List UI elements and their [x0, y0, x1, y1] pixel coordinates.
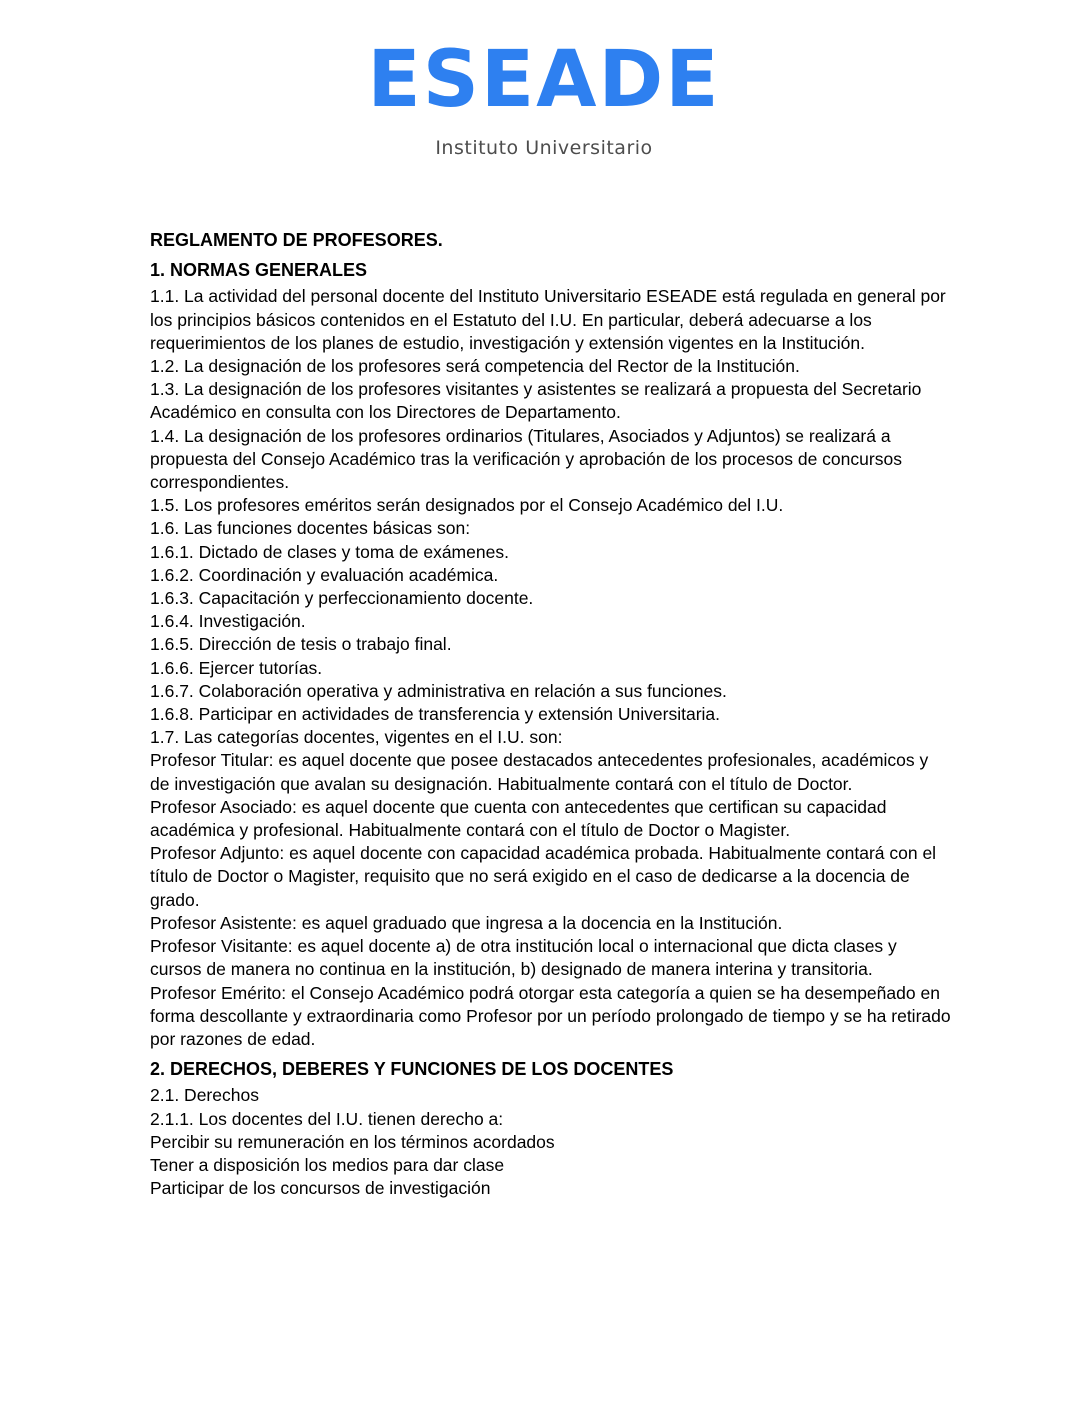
document-body	[150, 229, 952, 1200]
paragraph-1-6: 1.6. Las funciones docentes básicas son:	[150, 518, 471, 539]
paragraph-derecho-concursos: Participar de los concursos de investigación	[150, 1178, 491, 1199]
paragraph-1-6-8: 1.6.8. Participar en actividades de transferencia y extensión Universitaria.	[150, 704, 721, 725]
document-title: REGLAMENTO DE PROFESORES.	[150, 230, 443, 250]
paragraph-profesor-titular: Profesor Titular: es aquel docente que posee destacados antecedentes profesionales, académicos y de investigación que avalan su designación. Habitualmente contará con el título de Doctor.	[150, 750, 929, 794]
paragraph-1-6-5: 1.6.5. Dirección de tesis o trabajo final.	[150, 634, 452, 655]
paragraph-1-2: 1.2. La designación de los profesores será competencia del Rector de la Institución.	[150, 356, 800, 377]
paragraph-2-1-1: 2.1.1. Los docentes del I.U. tienen derecho a:	[150, 1108, 504, 1129]
paragraph-1-6-7: 1.6.7. Colaboración operativa y administrativa en relación a sus funciones.	[150, 680, 727, 701]
paragraph-profesor-visitante: Profesor Visitante: es aquel docente a) de otra institución local o internacional que dicta clases y cursos de manera no continua en la institución, b) designado de manera interina y transitoria.	[150, 936, 897, 980]
paragraph-profesor-emerito: Profesor Emérito: el Consejo Académico podrá otorgar esta categoría a quien se ha desempeñado en forma descollante y extraordinaria como Profesor por un período prolongado de tiempo y se ha retirado por razones de edad.	[150, 982, 951, 1049]
paragraph-1-6-4: 1.6.4. Investigación.	[150, 611, 306, 632]
paragraph-1-5: 1.5. Los profesores eméritos serán designados por el Consejo Académico del I.U.	[150, 495, 784, 516]
paragraph-1-6-6: 1.6.6. Ejercer tutorías.	[150, 657, 323, 678]
paragraph-1-4: 1.4. La designación de los profesores ordinarios (Titulares, Asociados y Adjuntos) se realizará a propuesta del Consejo Académico tras la verificación y aprobación de los procesos de concursos correspondientes.	[150, 425, 902, 493]
paragraph-profesor-asistente: Profesor Asistente: es aquel graduado que ingresa a la docencia en la Institución.	[150, 912, 783, 933]
paragraph-profesor-adjunto: Profesor Adjunto: es aquel docente con capacidad académica probada. Habitualmente contará con el título de Doctor o Magister, requisito que no será exigido en el caso de dedicarse a la docencia de grado.	[150, 843, 937, 910]
paragraph-profesor-asociado: Profesor Asociado: es aquel docente que cuenta con antecedentes que certifican su capacidad académica y profesional. Habitualmente contará con el título de Doctor o Magister.	[150, 796, 887, 841]
paragraph-1-6-3: 1.6.3. Capacitación y perfeccionamiento docente.	[150, 588, 534, 609]
logo-block	[0, 0, 1088, 159]
logo-subtitle: Instituto Universitario	[435, 137, 653, 159]
paragraph-1-3: 1.3. La designación de los profesores visitantes y asistentes se realizará a propuesta del Secretario Académico en consulta con los Directores de Departamento.	[150, 379, 922, 423]
paragraph-1-7: 1.7. Las categorías docentes, vigentes en el I.U. son:	[150, 727, 563, 748]
eseade-logo: ESEADE	[367, 35, 721, 125]
paragraph-derecho-remuneracion: Percibir su remuneración en los términos acordados	[150, 1131, 555, 1152]
paragraph-1-6-2: 1.6.2. Coordinación y evaluación académica.	[150, 564, 499, 585]
section-heading-2: 2. DERECHOS, DEBERES Y FUNCIONES DE LOS DOCENTES	[150, 1059, 674, 1080]
paragraph-2-1: 2.1. Derechos	[150, 1085, 259, 1106]
paragraph-derecho-medios: Tener a disposición los medios para dar clase	[150, 1154, 505, 1175]
paragraph-1-6-1: 1.6.1. Dictado de clases y toma de exámenes.	[150, 541, 509, 562]
section-heading-1: 1. NORMAS GENERALES	[150, 260, 368, 281]
paragraph-1-1: 1.1. La actividad del personal docente del Instituto Universitario ESEADE está regulada en general por los principios básicos contenidos en el Estatuto del I.U. En particular, deberá adecuarse a los requerimientos de los planes de estudio, investigación y extensión vigentes en la Institución.	[150, 286, 946, 353]
